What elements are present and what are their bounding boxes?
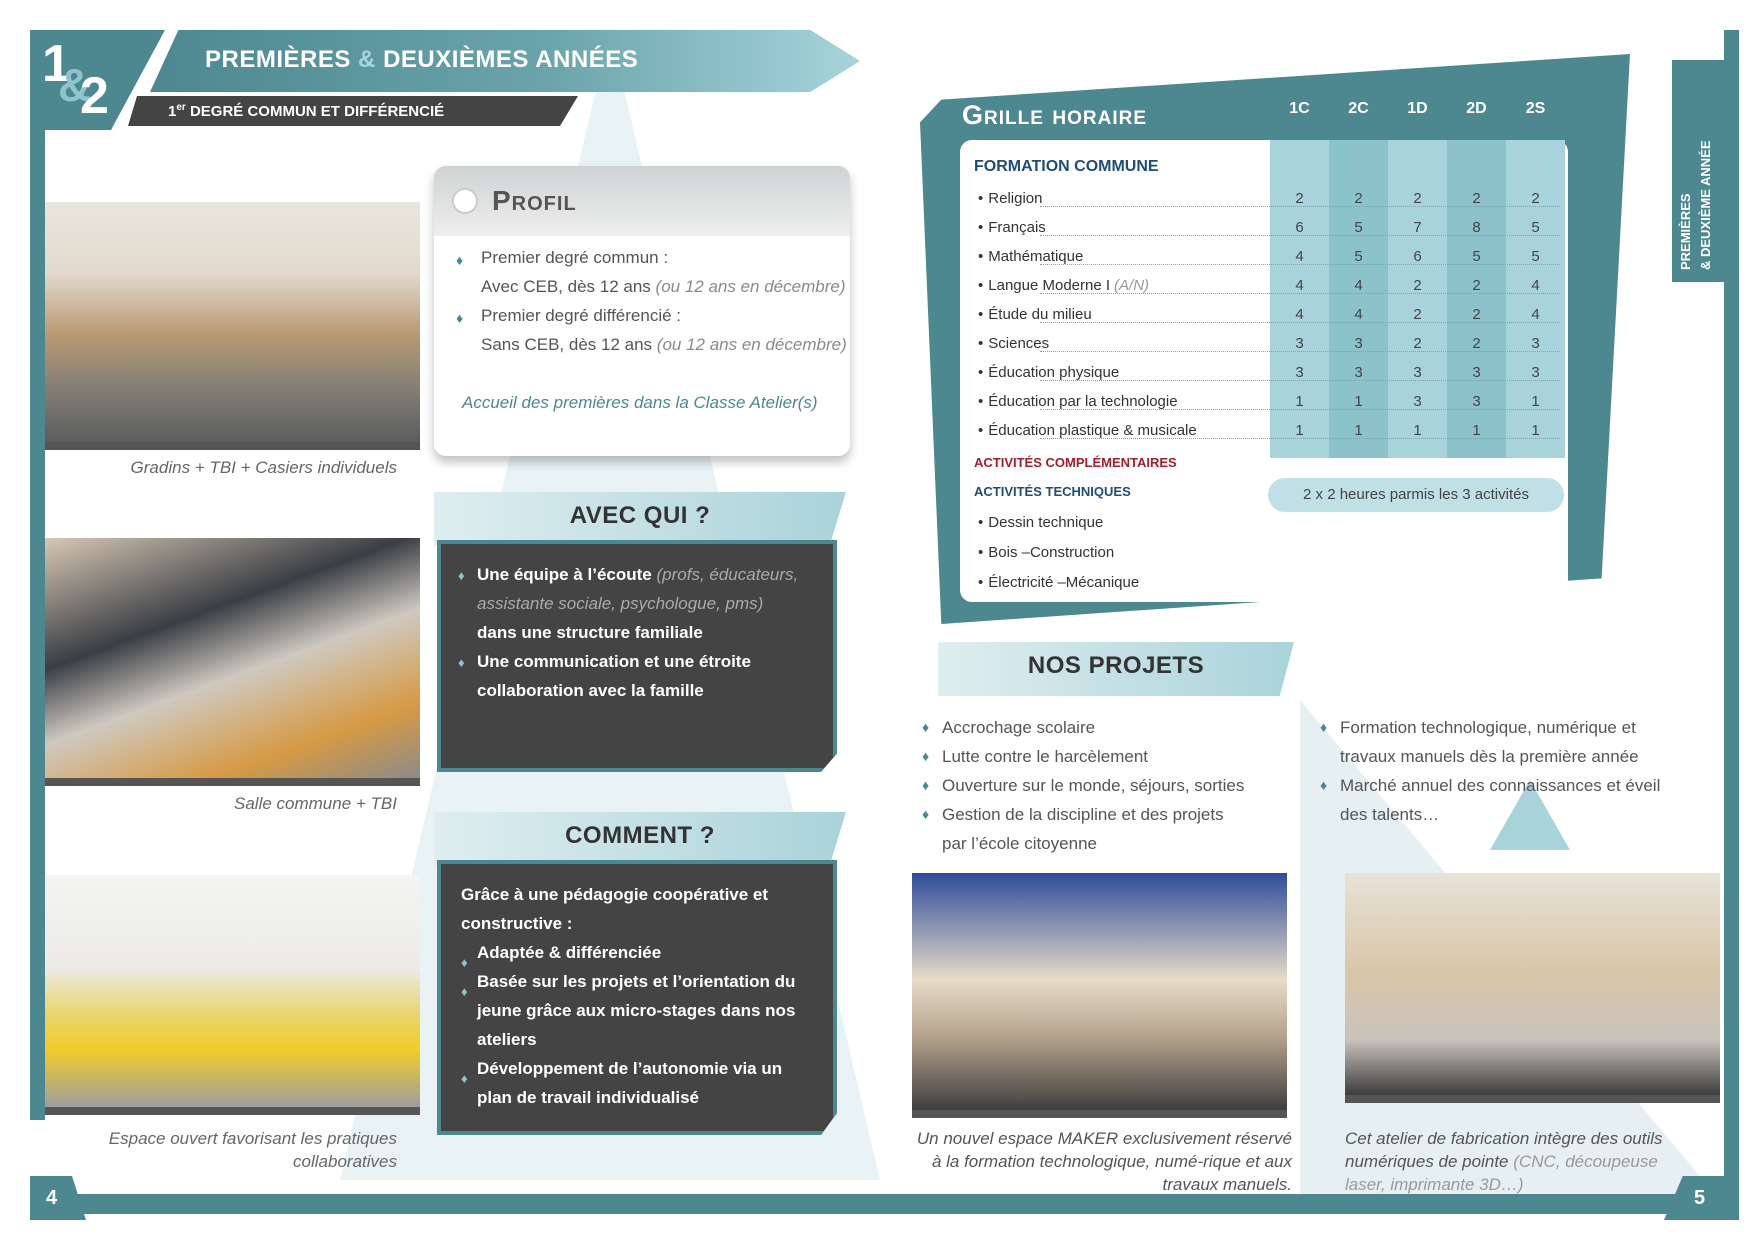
projets-item [920, 742, 1340, 771]
projets-item [920, 771, 1340, 800]
grille-column-background [1270, 140, 1329, 458]
grille-row [978, 277, 1149, 294]
grille-cell-value: 1 [1295, 393, 1304, 410]
grille-cell-value: 5 [1531, 219, 1540, 236]
page-subtitle: 1er DEGRÉ COMMUN ET DIFFÉRENCIÉ [168, 102, 445, 120]
grille-cell-value: 2 [1413, 277, 1422, 294]
diamond-icon: ♦ [1320, 719, 1328, 735]
photo-caption: Cet atelier de fabrication intègre des outils numériques de pointe (CNC, découpeuse laser, imprimante 3D…) [1345, 1129, 1663, 1194]
grille-cell-value: 3 [1413, 393, 1422, 410]
grille-cell-value: 5 [1354, 248, 1363, 265]
grille-cell-value: 4 [1295, 248, 1304, 265]
diamond-icon: ♦ [458, 655, 465, 670]
grille-tech-label: Dessin technique [988, 514, 1104, 531]
grille-cell-value: 8 [1472, 219, 1481, 236]
bullet-icon: • [978, 393, 984, 410]
header-number-ampersand: & [58, 59, 92, 111]
projets-item-text: Lutte contre le harcèlement [942, 747, 1149, 766]
projets-item [1318, 713, 1708, 742]
page-number-right: 5 [1694, 1187, 1706, 1209]
grille-row [978, 393, 1178, 410]
bullet-icon: • [978, 544, 984, 561]
profil-item-2: Premier degré différencié : Sans CEB, dès 12 ans (ou 12 ans en décembre) [481, 306, 847, 354]
grille-tech-label: Électricité –Mécanique [988, 574, 1140, 591]
projets-item-text: des talents… [1340, 805, 1440, 824]
grille-row-label: Sciences [988, 335, 1050, 352]
grille-row [978, 190, 1042, 207]
grille-column-header: 2S [1525, 100, 1546, 117]
diamond-icon: ♦ [456, 310, 464, 326]
photo-caption: Un nouvel espace MAKER exclusivement réservé à la formation technologique, numé-rique et aux travaux manuels. [916, 1129, 1292, 1194]
grille-cell-value: 3 [1531, 364, 1540, 381]
bullet-icon: • [978, 574, 984, 591]
photo-espace-ouvert [45, 875, 420, 1115]
grille-tech-label: Bois –Construction [988, 544, 1115, 561]
circle-icon [452, 188, 478, 214]
grille-column-header: 1C [1289, 100, 1310, 117]
grille-cell-value: 4 [1531, 277, 1540, 294]
grille-row-label: Étude du milieu [988, 306, 1092, 323]
grille-cell-value: 3 [1413, 364, 1422, 381]
grille-cell-value: 1 [1531, 422, 1540, 439]
grille-cell-value: 2 [1472, 306, 1481, 323]
grille-cell-value: 1 [1472, 422, 1481, 439]
bullet-icon: • [978, 422, 984, 439]
projets-item [1318, 771, 1708, 800]
grille-tech-item [978, 514, 1103, 531]
grille-cell-value: 2 [1472, 190, 1481, 207]
grille-cell-value: 5 [1472, 248, 1481, 265]
grille-row-label: Langue Moderne I [988, 277, 1111, 294]
grille-activites-techniques: ACTIVITÉS TECHNIQUES [974, 484, 1131, 499]
bullet-icon: • [978, 364, 984, 381]
grille-cell-value: 2 [1354, 190, 1363, 207]
grille-cell-value: 3 [1531, 335, 1540, 352]
grille-column-background [1506, 140, 1565, 458]
photo-atelier [1345, 873, 1720, 1103]
grille-column-header: 1D [1407, 100, 1428, 117]
grille-cell-value: 1 [1354, 393, 1363, 410]
diamond-icon: ♦ [922, 777, 930, 793]
header-number-one: 1 [42, 35, 71, 93]
diamond-icon: ♦ [922, 748, 930, 764]
diamond-icon: ♦ [922, 719, 930, 735]
grille-cell-value: 4 [1531, 306, 1540, 323]
grille-column-background [1388, 140, 1447, 458]
grille-activites-pill: 2 x 2 heures parmis les 3 activités [1268, 478, 1564, 512]
projets-item [1318, 800, 1708, 829]
grille-cell-value: 2 [1531, 190, 1540, 207]
bullet-icon: • [978, 248, 984, 265]
grille-row-label: Français [988, 219, 1046, 236]
grille-cell-value: 2 [1413, 335, 1422, 352]
grille-cell-value: 3 [1295, 364, 1304, 381]
grille-cell-value: 5 [1531, 248, 1540, 265]
grille-cell-value: 4 [1354, 277, 1363, 294]
grille-row-label: Éducation physique [988, 364, 1120, 381]
grille-column-background [1329, 140, 1388, 458]
projets-item [920, 800, 1340, 829]
header-number-two: 2 [80, 67, 109, 125]
grille-column-background [1447, 140, 1506, 458]
projets-item-text: Gestion de la discipline et des projets [942, 805, 1224, 824]
grille-cell-value: 3 [1295, 335, 1304, 352]
comment-text: Grâce à une pédagogie coopérative et constructive : Adaptée & différenciée Basée sur les projets et l’orientation du jeune grâce aux micro-stages dans nos ateliers Développement de l’autonomie via un plan de travail individualisé [461, 885, 796, 1107]
grille-row [978, 219, 1046, 236]
photo-salle-commune [45, 538, 420, 786]
projets-title: NOS PROJETS [1027, 652, 1205, 679]
photo-caption: Gradins + TBI + Casiers individuels [130, 458, 397, 477]
profil-footer: Accueil des premières dans la Classe Atelier(s) [462, 393, 818, 412]
photo-espace-maker [912, 873, 1287, 1118]
grille-row [978, 422, 1197, 439]
bullet-icon: • [978, 514, 984, 531]
projets-item [920, 829, 1340, 858]
diamond-icon: ♦ [458, 568, 465, 583]
grille-row-label: Éducation plastique & musicale [988, 422, 1197, 439]
bullet-icon: • [978, 219, 984, 236]
grille-cell-value: 1 [1295, 422, 1304, 439]
diamond-icon: ♦ [461, 984, 468, 999]
grille-cell-value: 2 [1472, 277, 1481, 294]
photo-caption: Salle commune + TBI [234, 794, 397, 813]
diamond-icon: ♦ [461, 955, 468, 970]
projets-left-list [920, 713, 1340, 858]
bullet-icon: • [978, 306, 984, 323]
frame-left-bar [30, 30, 45, 1120]
grille-cell-value: 2 [1295, 190, 1304, 207]
grille-column-header: 2D [1466, 100, 1487, 117]
grille-cell-value: 6 [1413, 248, 1422, 265]
avec-qui-title: AVEC QUI ? [569, 502, 711, 529]
grille-row-label: Mathématique [988, 248, 1084, 265]
grille-cell-value: 7 [1413, 219, 1422, 236]
photo-gradins [45, 202, 420, 450]
photo-caption: Espace ouvert favorisant les pratiques collaboratives [108, 1129, 397, 1171]
grille-cell-value: 1 [1354, 422, 1363, 439]
grille-cell-value: 4 [1295, 306, 1304, 323]
grille-cell-value: 3 [1354, 335, 1363, 352]
grille-cell-value: 3 [1472, 393, 1481, 410]
grille-row-note: (A/N) [1114, 277, 1150, 294]
grille-row [978, 306, 1092, 323]
grille-row [978, 248, 1083, 265]
grille-cell-value: 1 [1413, 422, 1422, 439]
grille-tech-item [978, 544, 1114, 561]
projets-item-text: Marché annuel des connaissances et éveil [1340, 776, 1661, 795]
diamond-icon: ♦ [922, 806, 930, 822]
diamond-icon: ♦ [1320, 777, 1328, 793]
grille-tech-item [978, 574, 1139, 591]
profil-item-1: Premier degré commun : Avec CEB, dès 12 ans (ou 12 ans en décembre) [481, 248, 846, 296]
grille-cell-value: 2 [1413, 190, 1422, 207]
comment-title: COMMENT ? [565, 822, 715, 849]
diamond-icon: ♦ [456, 252, 464, 268]
grille-cell-value: 5 [1354, 219, 1363, 236]
grille-title: Grille horaire [962, 100, 1148, 130]
projets-item [920, 713, 1340, 742]
grille-cell-value: 2 [1413, 306, 1422, 323]
bullet-icon: • [978, 190, 984, 207]
grille-cell-value: 3 [1472, 364, 1481, 381]
diamond-icon: ♦ [461, 1071, 468, 1086]
grille-cell-value: 2 [1472, 335, 1481, 352]
bullet-icon: • [978, 335, 984, 352]
grille-row-label: Éducation par la technologie [988, 393, 1178, 410]
projets-item-text: Ouverture sur le monde, séjours, sorties [942, 776, 1245, 795]
grille-cell-value: 6 [1295, 219, 1304, 236]
grille-activites-complementaires: ACTIVITÉS COMPLÉMENTAIRES [974, 455, 1177, 470]
grille-cell-value: 4 [1295, 277, 1304, 294]
page-title: PREMIÈRES & DEUXIÈMES ANNÉES [205, 46, 639, 73]
side-tab-label: PREMIÈRES & DEUXIÈME ANNÉE [1678, 140, 1713, 270]
grille-cell-value: 1 [1531, 393, 1540, 410]
bullet-icon: • [978, 277, 984, 294]
grille-row-label: Religion [988, 190, 1043, 207]
grille-column-header: 2C [1348, 100, 1369, 117]
projets-item-text: par l’école citoyenne [942, 834, 1097, 853]
profil-title: Profil [492, 185, 577, 216]
grille-cell-value: 4 [1354, 306, 1363, 323]
grille-row [978, 335, 1049, 352]
grille-section-title: FORMATION COMMUNE [974, 158, 1159, 175]
avec-qui-text: Une équipe à l’écoute (profs, éducateurs, assistante sociale, psychologue, pms) dans une structure familiale Une communication et une étroite collaboration avec la famille [477, 565, 799, 700]
page-number-left-tab [30, 1176, 86, 1220]
projets-item-text: travaux manuels dès la première année [1340, 747, 1639, 766]
grille-row [978, 364, 1119, 381]
frame-right-bar [1724, 30, 1739, 1214]
frame-bottom-bar [30, 1194, 1730, 1214]
projets-item [1318, 742, 1708, 771]
page-number-left: 4 [46, 1187, 58, 1209]
projets-item-text: Accrochage scolaire [942, 718, 1096, 737]
projets-right-list [1318, 713, 1708, 829]
projets-item-text: Formation technologique, numérique et [1340, 718, 1636, 737]
grille-cell-value: 3 [1354, 364, 1363, 381]
